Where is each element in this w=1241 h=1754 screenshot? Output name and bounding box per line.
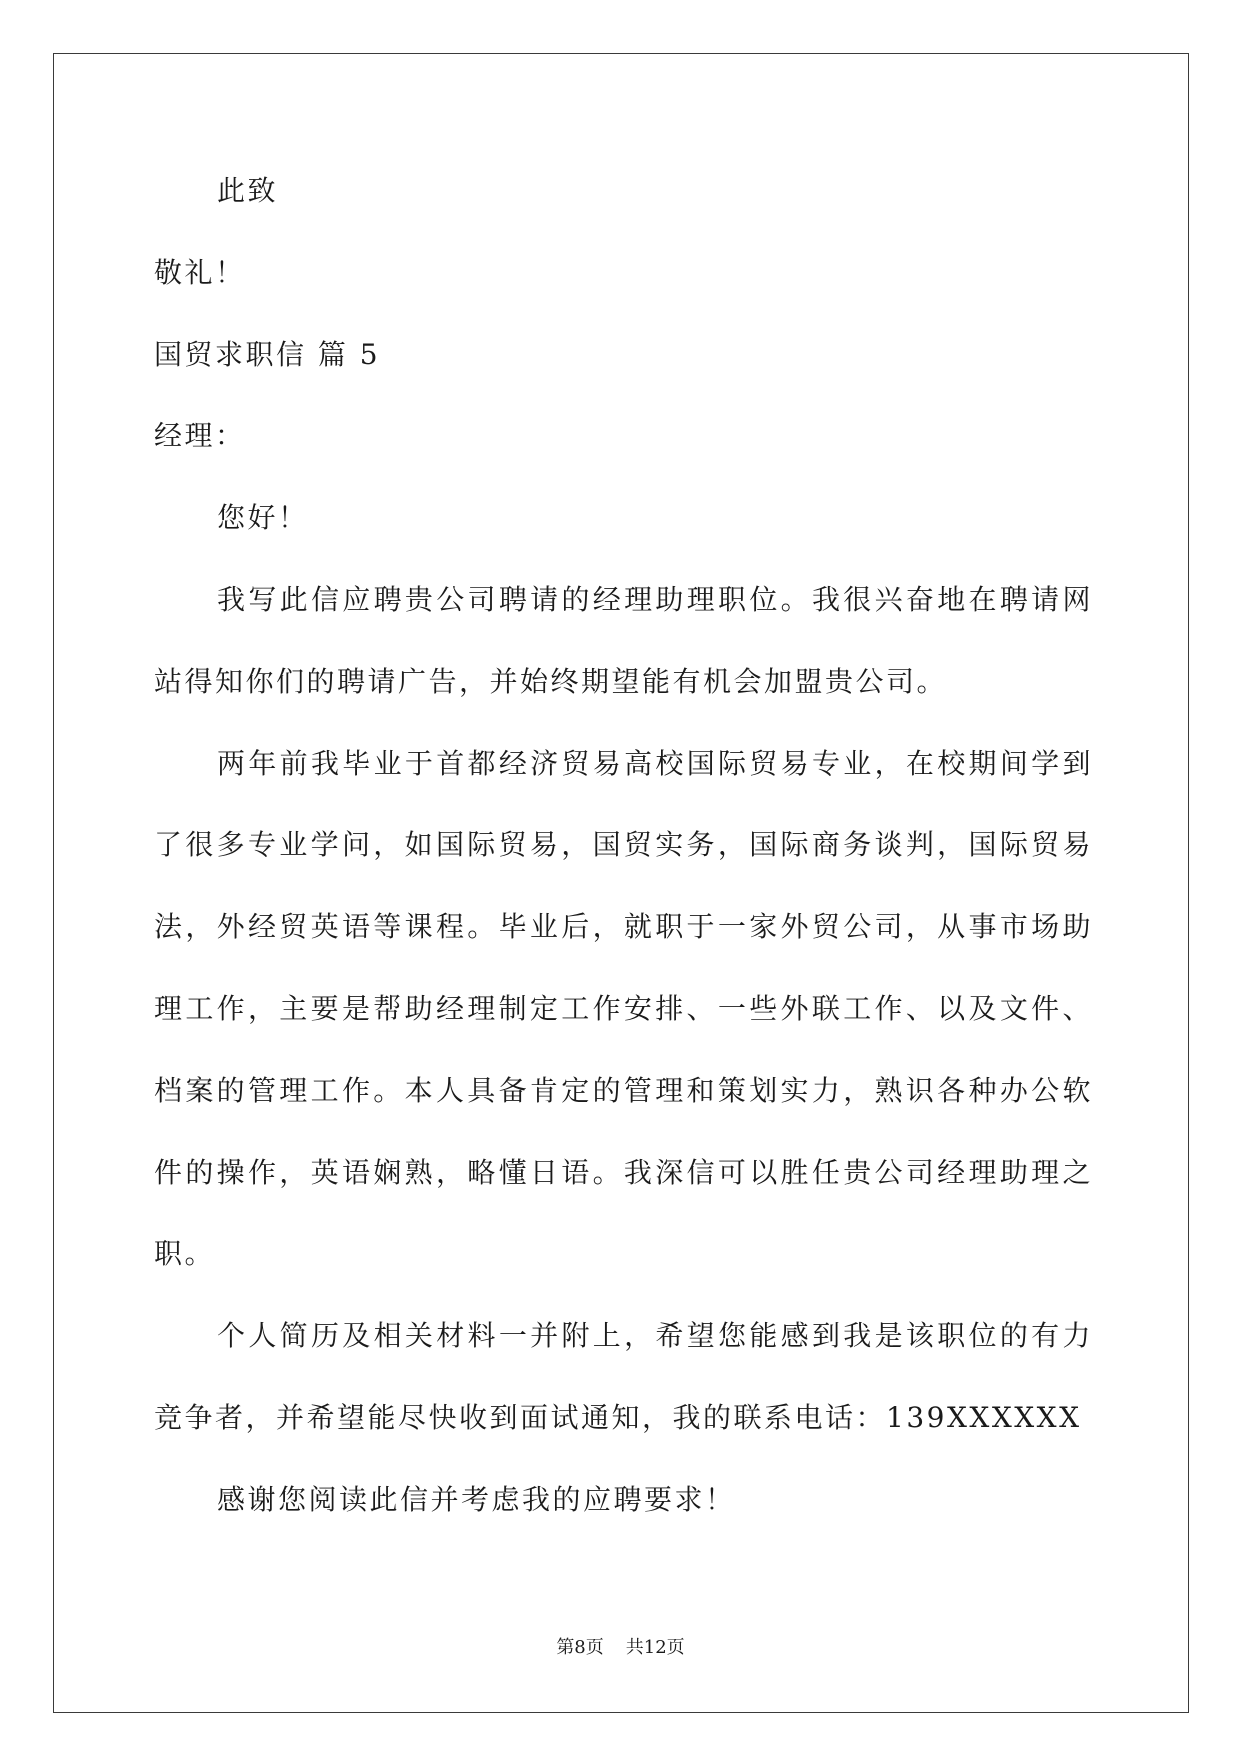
recipient-line: 经理：: [154, 419, 246, 453]
paragraph-contact: [154, 1295, 1093, 1459]
thanks-line: 感谢您阅读此信并考虑我的应聘要求！: [217, 1482, 736, 1516]
letter-heading: 国贸求职信 篇 5: [154, 337, 381, 371]
paragraph-line: 档案的管理工作。本人具备肯定的管理和策划实力，熟识各种办公软: [154, 1073, 1093, 1107]
paragraph-line: 站得知你们的聘请广告，并始终期望能有机会加盟贵公司。: [154, 664, 948, 698]
paragraph-line: 我写此信应聘贵公司聘请的经理助理职位。我很兴奋地在聘请网: [217, 582, 1093, 616]
page-footer: [0, 1634, 1241, 1662]
letter-body: [154, 150, 1093, 1541]
paragraph-application: [154, 559, 1093, 723]
page-number-current: 第8页: [556, 1637, 604, 1658]
paragraph-background: [154, 723, 1093, 1296]
regards-line: 敬礼！: [154, 255, 246, 289]
paragraph-line: 了很多专业学问，如国际贸易，国贸实务，国际商务谈判，国际贸易: [154, 828, 1093, 862]
greeting-line: 您好！: [217, 501, 309, 535]
paragraph-line: 两年前我毕业于首都经济贸易高校国际贸易专业，在校期间学到: [217, 746, 1093, 780]
paragraph-line: 职。: [154, 1237, 216, 1271]
closing-line: 此致: [217, 174, 279, 207]
paragraph-line: 个人简历及相关材料一并附上，希望您能感到我是该职位的有力: [217, 1319, 1093, 1353]
paragraph-line: 件的操作，英语娴熟，略懂日语。我深信可以胜任贵公司经理助理之: [154, 1155, 1093, 1189]
paragraph-line: 法，外经贸英语等课程。毕业后，就职于一家外贸公司，从事市场助: [154, 910, 1093, 944]
paragraph-line: 竞争者，并希望能尽快收到面试通知，我的联系电话：139XXXXXX: [154, 1400, 1082, 1434]
page-number-total: 共12页: [625, 1637, 685, 1658]
paragraph-line: 理工作，主要是帮助经理制定工作安排、一些外联工作、以及文件、: [154, 991, 1093, 1025]
